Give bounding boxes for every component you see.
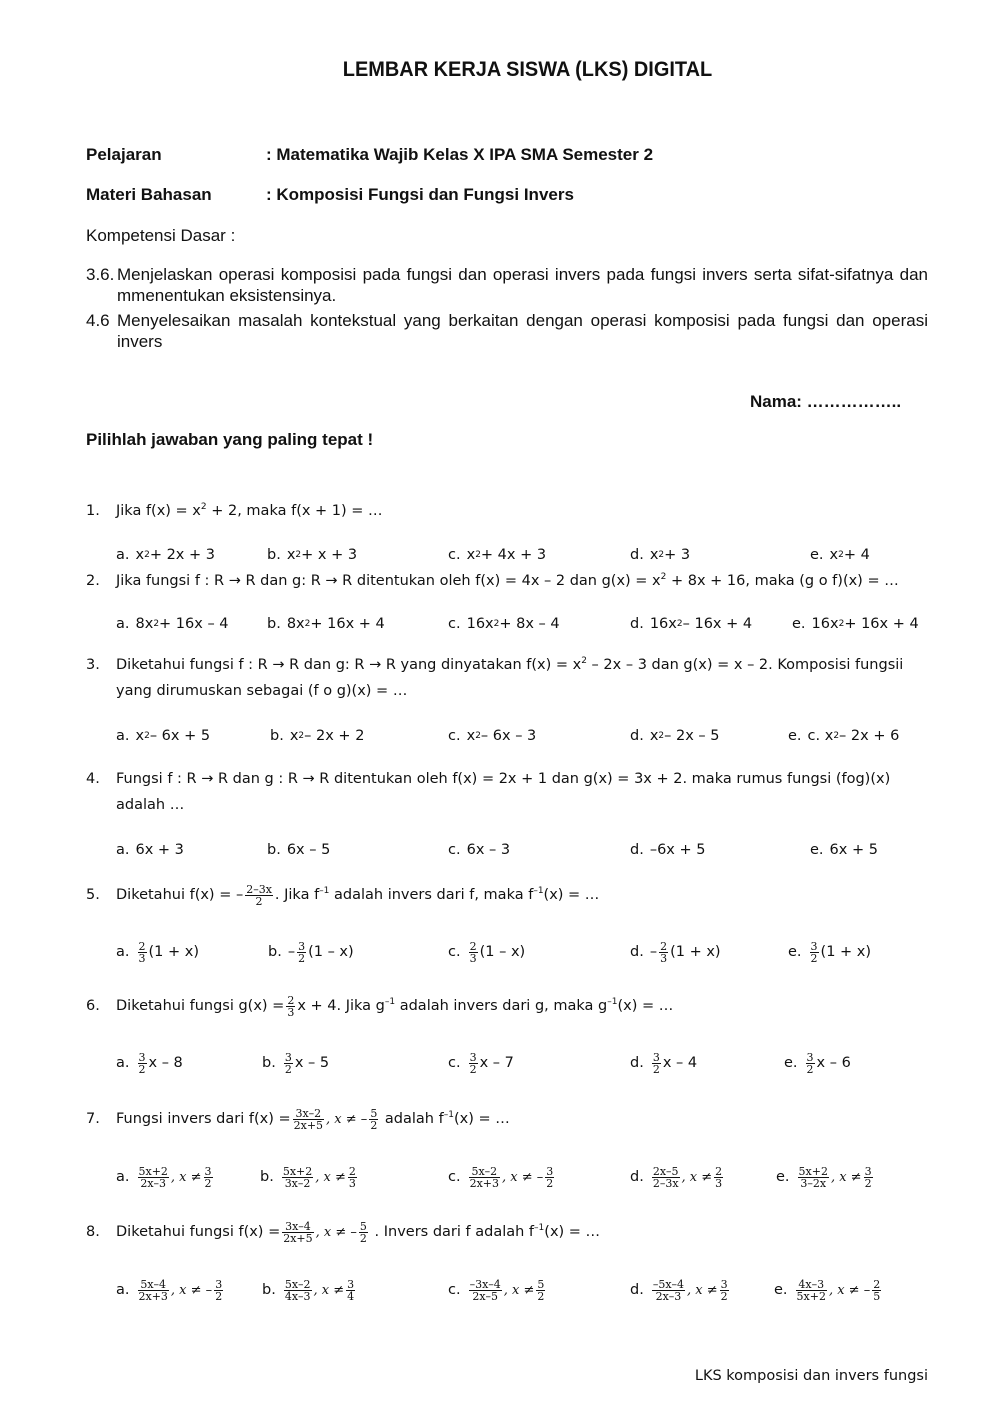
fraction-denominator: 2x–3 bbox=[655, 1289, 682, 1303]
option-text: 16x 2 + 16x + 4 bbox=[811, 616, 919, 632]
fraction-denominator: 2 bbox=[255, 894, 263, 908]
fraction bbox=[214, 1279, 223, 1302]
fraction-denominator: 5x+2 bbox=[796, 1289, 826, 1303]
superscript: –1 bbox=[607, 997, 618, 1007]
fraction-numerator: 3 bbox=[652, 1050, 660, 1064]
fraction bbox=[469, 1166, 500, 1189]
fraction-numerator: 5x+2 bbox=[798, 1164, 828, 1178]
option-row bbox=[116, 1162, 936, 1188]
option-text: –6x + 5 bbox=[649, 842, 706, 858]
answer-option[interactable] bbox=[448, 835, 510, 865]
math-condition: , x ≠ bbox=[830, 1169, 862, 1185]
math-condition: , x ≠ bbox=[503, 1282, 535, 1298]
question-text: Diketahui fungsi f(x) = $\frac{3x-4}{2x+5}$ , x ≠ – $\frac{5}{2}$ . Invers dari f adalah $f^{-1}(x)$ = … bbox=[116, 1219, 601, 1245]
fraction bbox=[282, 1166, 313, 1189]
answer-option[interactable] bbox=[116, 937, 199, 967]
option-letter: d. bbox=[630, 1282, 644, 1298]
fraction bbox=[284, 1279, 312, 1302]
option-letter: b. bbox=[267, 842, 281, 858]
answer-option[interactable] bbox=[116, 1275, 225, 1305]
answer-option[interactable] bbox=[810, 540, 870, 570]
question-number: 6. bbox=[86, 998, 100, 1014]
fraction-numerator: 3 bbox=[138, 1050, 146, 1064]
superscript: –1 bbox=[533, 886, 544, 896]
option-text bbox=[794, 1279, 884, 1302]
fraction-numerator: 3 bbox=[298, 939, 306, 953]
option-letter: d. bbox=[630, 1055, 644, 1071]
math-condition: , x ≠ bbox=[681, 1169, 713, 1185]
info-value: : Komposisi Fungsi dan Fungsi Invers bbox=[266, 185, 574, 204]
answer-option[interactable] bbox=[116, 721, 210, 751]
option-letter: a. bbox=[116, 547, 130, 563]
answer-option[interactable] bbox=[630, 609, 752, 639]
answer-option[interactable] bbox=[260, 1162, 359, 1192]
option-letter: d. bbox=[630, 728, 644, 744]
option-letter: b. bbox=[267, 547, 281, 563]
superscript: 2 bbox=[581, 656, 587, 666]
math-condition: , x ≠ – bbox=[315, 1225, 357, 1240]
option-letter: a. bbox=[116, 944, 130, 960]
fraction-numerator: 5x–2 bbox=[469, 1166, 500, 1178]
math-condition: , x ≠ – bbox=[828, 1282, 871, 1298]
option-text bbox=[282, 1279, 357, 1302]
fraction-numerator: 5x+2 bbox=[282, 1164, 313, 1178]
fraction bbox=[536, 1279, 545, 1302]
math-condition: , x ≠ bbox=[687, 1282, 718, 1298]
fraction-numerator: 5x+2 bbox=[138, 1164, 168, 1178]
question bbox=[86, 652, 936, 704]
fraction-denominator: 2 bbox=[284, 1062, 292, 1076]
question bbox=[86, 498, 936, 524]
option-letter: c. bbox=[448, 728, 461, 744]
option-letter: a. bbox=[116, 1169, 130, 1185]
option-letter: b. bbox=[268, 944, 282, 960]
option-text: 6x + 5 bbox=[829, 842, 878, 858]
option-letter: a. bbox=[116, 1055, 130, 1071]
fraction-denominator: 2 bbox=[810, 951, 818, 965]
fraction-denominator: 2x+5 bbox=[283, 1231, 313, 1245]
option-text bbox=[136, 1279, 226, 1302]
fraction bbox=[348, 1166, 357, 1189]
answer-option[interactable] bbox=[448, 1048, 514, 1078]
fraction-denominator: 2 bbox=[652, 1062, 660, 1076]
answer-option[interactable] bbox=[788, 937, 871, 967]
fraction-numerator: 3 bbox=[810, 939, 818, 953]
superscript: –1 bbox=[384, 997, 396, 1007]
question-text: Fungsi invers dari f(x) = $\frac{3x-2}{2x+5}$ , x ≠ – $\frac{5}{2}$ adalah $f^{-1}(x)$ = … bbox=[116, 1106, 510, 1132]
fraction bbox=[284, 1052, 293, 1075]
option-text: x 2 + 4x + 3 bbox=[466, 547, 547, 563]
question bbox=[86, 993, 936, 1019]
footer-text: LKS komposisi dan invers fungsi bbox=[694, 1368, 928, 1384]
kompetensi-number: 3.6. bbox=[86, 265, 115, 284]
fraction bbox=[245, 884, 273, 907]
answer-option[interactable] bbox=[810, 835, 878, 865]
question bbox=[86, 1106, 936, 1133]
fraction-denominator: 2 bbox=[359, 1231, 367, 1245]
fraction bbox=[469, 1279, 502, 1302]
option-text: $\frac{3}{2}$ x – 8 bbox=[138, 1050, 183, 1076]
option-text: x 2 + 2x + 3 bbox=[135, 547, 215, 563]
question-number: 7. bbox=[86, 1111, 100, 1127]
answer-option[interactable] bbox=[262, 1048, 329, 1078]
answer-option[interactable] bbox=[267, 609, 385, 639]
question-text: Diketahui fungsi g(x) = $\frac{2}{3}$ x + 4. Jika $g^{-1}$ adalah invers dari g, maka $g^{-1}(x)$ = … bbox=[116, 993, 674, 1019]
kompetensi-label: Kompetensi Dasar : bbox=[86, 226, 236, 245]
kompetensi-text: Menyelesaikan masalah kontekstual yang berkaitan dengan operasi komposisi pada fungsi dan operasi invers bbox=[117, 311, 928, 351]
info-materi bbox=[86, 185, 574, 205]
question-text: Fungsi f : R → R dan g : R → R ditentukan oleh f(x) = 2x + 1 dan g(x) = 3x + 2. maka rumus fungsi (fοg)(x) adalah … bbox=[116, 771, 891, 813]
superscript: –1 bbox=[319, 886, 330, 896]
option-letter: a. bbox=[116, 616, 130, 632]
option-letter: e. bbox=[810, 842, 824, 858]
fraction-numerator: 3 bbox=[806, 1050, 814, 1064]
answer-option[interactable] bbox=[448, 1162, 556, 1192]
answer-option[interactable] bbox=[630, 835, 705, 865]
fraction-denominator: 2 bbox=[806, 1062, 814, 1076]
answer-option[interactable] bbox=[630, 1275, 731, 1305]
question-text: Jika fungsi f : R → R dan g: R → R ditentukan oleh f(x) = 4x – 2 dan $g(x) = x^2 + 8x + 16$, maka (g ο f)(x) = … bbox=[116, 572, 899, 589]
option-row bbox=[116, 1048, 936, 1074]
answer-option[interactable] bbox=[116, 1162, 215, 1192]
question-text: Diketahui fungsi f : R → R dan g: R → R yang dinyatakan $f(x) = x^2 - 2x - 3$ dan g(x) = x – 2. Komposisi fungsii yang dirumuskan sebagai (f ο g)(x) = … bbox=[116, 656, 904, 699]
option-letter: b. bbox=[262, 1055, 276, 1071]
option-letter: b. bbox=[262, 1282, 276, 1298]
fraction bbox=[138, 941, 147, 964]
question-text: Jika $f(x) = x^2 + 2$, maka f(x + 1) = … bbox=[116, 502, 383, 519]
fraction-denominator: 2 bbox=[215, 1289, 223, 1303]
fraction-denominator: 3 bbox=[348, 1176, 356, 1190]
kompetensi-text: Menjelaskan operasi komposisi pada fungsi dan operasi invers pada fungsi invers serta sifat-sifatnya dan mmenentukan eksistensinya. bbox=[117, 265, 928, 305]
fraction-denominator: 3 bbox=[138, 951, 146, 965]
fraction-numerator: 3 bbox=[204, 1164, 212, 1178]
fraction-denominator: 2–3x bbox=[652, 1176, 679, 1190]
answer-option[interactable] bbox=[448, 1275, 547, 1305]
option-row bbox=[116, 609, 936, 635]
option-letter: a. bbox=[116, 1282, 130, 1298]
answer-option[interactable] bbox=[630, 540, 690, 570]
fraction-denominator: 2 bbox=[537, 1289, 545, 1303]
option-letter: c. bbox=[448, 616, 461, 632]
kompetensi-number: 4.6 bbox=[86, 311, 110, 330]
fraction-numerator: 5x–2 bbox=[284, 1277, 311, 1291]
option-text: 16x 2 + 8x – 4 bbox=[466, 616, 560, 632]
question bbox=[86, 882, 936, 908]
answer-option[interactable] bbox=[784, 1048, 851, 1078]
fraction-denominator: 3 bbox=[287, 1005, 295, 1019]
option-letter: c. bbox=[448, 1055, 461, 1071]
answer-option[interactable] bbox=[267, 540, 357, 570]
option-letter: e. bbox=[784, 1055, 798, 1071]
fraction-denominator: 2 bbox=[138, 1062, 146, 1076]
fraction-denominator: 5 bbox=[873, 1289, 881, 1303]
fraction bbox=[293, 1108, 324, 1131]
option-text: x 2 + 3 bbox=[649, 547, 691, 563]
fraction-denominator: 2 bbox=[298, 951, 306, 965]
option-text: x 2 – 2x + 2 bbox=[289, 728, 365, 744]
option-letter: e. bbox=[788, 944, 802, 960]
answer-option[interactable] bbox=[792, 609, 919, 639]
option-letter: c. bbox=[448, 842, 461, 858]
answer-option[interactable] bbox=[116, 1048, 183, 1078]
info-pelajaran bbox=[86, 145, 653, 165]
option-letter: e. bbox=[792, 616, 806, 632]
fraction-denominator: 2 bbox=[204, 1176, 212, 1190]
option-text: x 2 – 2x – 5 bbox=[649, 728, 720, 744]
fraction bbox=[297, 941, 306, 964]
fraction bbox=[359, 1221, 368, 1244]
option-letter: e. bbox=[810, 547, 824, 563]
option-text: 8x 2 + 16x – 4 bbox=[135, 616, 229, 632]
math-condition: , x ≠ – bbox=[170, 1282, 213, 1298]
option-text: x 2 – 6x + 5 bbox=[135, 728, 211, 744]
option-text: x 2 + 4 bbox=[829, 547, 870, 563]
option-text: 8x 2 + 16x + 4 bbox=[286, 616, 385, 632]
fraction-numerator: 2–3x bbox=[246, 882, 272, 896]
fraction-denominator: 2x–3 bbox=[140, 1176, 167, 1190]
option-row bbox=[116, 835, 936, 861]
superscript: 2 bbox=[660, 572, 667, 582]
fraction-numerator: 3x–2 bbox=[293, 1108, 324, 1120]
fraction bbox=[204, 1166, 213, 1189]
option-row bbox=[116, 540, 936, 566]
option-row bbox=[116, 937, 936, 963]
fraction-denominator: 2 bbox=[370, 1118, 378, 1132]
fraction-numerator: 3 bbox=[469, 1050, 477, 1064]
info-value: : Matematika Wajib Kelas X IPA SMA Semester 2 bbox=[266, 145, 654, 164]
fraction bbox=[369, 1108, 378, 1131]
question bbox=[86, 568, 936, 594]
answer-option[interactable] bbox=[267, 835, 330, 865]
option-text: 6x – 5 bbox=[286, 842, 331, 858]
option-letter: d. bbox=[630, 616, 644, 632]
fraction bbox=[286, 995, 295, 1018]
math-condition: , x ≠ bbox=[170, 1169, 202, 1185]
fraction bbox=[872, 1279, 881, 1302]
option-letter: b. bbox=[260, 1169, 274, 1185]
fraction-numerator: 2 bbox=[469, 939, 477, 953]
fraction bbox=[659, 941, 668, 964]
superscript: 2 bbox=[200, 502, 207, 512]
fraction-denominator: 3 bbox=[715, 1176, 723, 1190]
fraction bbox=[138, 1052, 147, 1075]
fraction bbox=[652, 1166, 680, 1189]
option-row bbox=[116, 1275, 936, 1301]
fraction-denominator: 3 bbox=[660, 951, 668, 965]
option-letter: a. bbox=[116, 842, 130, 858]
option-letter: d. bbox=[630, 547, 644, 563]
name-field[interactable]: Nama: …………….. bbox=[750, 392, 902, 411]
kompetensi-item bbox=[86, 264, 928, 306]
option-text: 16x 2 – 16x + 4 bbox=[649, 616, 753, 632]
fraction-numerator: 5 bbox=[359, 1219, 367, 1233]
fraction-denominator: 2x+5 bbox=[293, 1118, 324, 1132]
fraction-denominator: 2x+3 bbox=[138, 1289, 168, 1303]
answer-option[interactable] bbox=[270, 721, 364, 751]
fraction bbox=[346, 1279, 355, 1302]
option-text bbox=[650, 1166, 725, 1189]
fraction-numerator: 5x–4 bbox=[138, 1279, 169, 1291]
fraction bbox=[798, 1166, 829, 1189]
fraction-denominator: 3–2x bbox=[800, 1176, 827, 1190]
option-text bbox=[650, 1279, 731, 1302]
fraction-denominator: 4x–3 bbox=[284, 1289, 311, 1303]
fraction-denominator: 2 bbox=[469, 1062, 477, 1076]
option-text: $\frac{3}{2}$ x – 7 bbox=[469, 1050, 514, 1076]
kompetensi-item bbox=[86, 310, 928, 352]
fraction-numerator: 5 bbox=[537, 1277, 545, 1291]
fraction-numerator: 3 bbox=[864, 1164, 872, 1178]
fraction bbox=[545, 1166, 554, 1189]
option-letter: a. bbox=[116, 728, 130, 744]
fraction-denominator: 2x+3 bbox=[469, 1176, 500, 1190]
fraction-numerator: 2 bbox=[138, 939, 146, 953]
option-text bbox=[136, 1166, 215, 1189]
option-letter: b. bbox=[267, 616, 281, 632]
answer-option[interactable] bbox=[448, 540, 546, 570]
fraction-numerator: 3x–4 bbox=[282, 1221, 313, 1233]
math-condition: , x ≠ bbox=[313, 1282, 345, 1298]
option-text bbox=[467, 1166, 557, 1189]
math-condition: , x ≠ bbox=[315, 1169, 346, 1185]
fraction-denominator: 2 bbox=[720, 1289, 728, 1303]
option-letter: b. bbox=[270, 728, 284, 744]
answer-option[interactable] bbox=[268, 937, 354, 967]
fraction-numerator: 3 bbox=[546, 1164, 554, 1178]
fraction-denominator: 2x–5 bbox=[472, 1289, 499, 1303]
superscript: –1 bbox=[443, 1110, 454, 1120]
question-number: 4. bbox=[86, 771, 100, 787]
answer-option[interactable] bbox=[630, 1048, 697, 1078]
option-letter: e. bbox=[788, 728, 802, 744]
option-text: c. x 2 – 2x + 6 bbox=[807, 728, 900, 744]
fraction bbox=[469, 1052, 478, 1075]
question-number: 2. bbox=[86, 573, 100, 589]
fraction-numerator: 2 bbox=[287, 993, 295, 1007]
answer-option[interactable] bbox=[116, 540, 215, 570]
question-text: Diketahui f(x) = – $\frac{2-3x}{2}$ . Jika $f^{-1}$ adalah invers dari f, maka $f^{-1}(x)$ = … bbox=[116, 882, 600, 908]
fraction-numerator: 3 bbox=[284, 1050, 292, 1064]
option-text bbox=[280, 1166, 359, 1189]
fraction-denominator: 2 bbox=[864, 1176, 872, 1190]
page-title: LEMBAR KERJA SISWA (LKS) DIGITAL bbox=[342, 58, 713, 81]
fraction-denominator: 4 bbox=[347, 1289, 355, 1303]
answer-option[interactable] bbox=[448, 609, 560, 639]
answer-option[interactable] bbox=[788, 721, 899, 751]
option-row bbox=[116, 721, 936, 747]
option-letter: d. bbox=[630, 842, 644, 858]
fraction bbox=[810, 941, 819, 964]
option-text bbox=[467, 1279, 548, 1302]
answer-option[interactable] bbox=[774, 1275, 883, 1305]
fraction-numerator: –3x–4 bbox=[469, 1277, 501, 1291]
fraction bbox=[652, 1279, 685, 1302]
option-text: $\frac{3}{2}$ (1 + x) bbox=[810, 939, 872, 965]
option-letter: c. bbox=[448, 1169, 461, 1185]
question-number: 8. bbox=[86, 1224, 100, 1240]
answer-option[interactable] bbox=[262, 1275, 357, 1305]
fraction-numerator: 4x–3 bbox=[796, 1279, 827, 1291]
fraction-numerator: 2 bbox=[660, 939, 668, 953]
fraction-numerator: 2 bbox=[715, 1164, 723, 1178]
fraction-numerator: 2 bbox=[348, 1164, 356, 1178]
fraction bbox=[714, 1166, 723, 1189]
answer-option[interactable] bbox=[448, 721, 536, 751]
option-letter: e. bbox=[776, 1169, 790, 1185]
fraction-numerator: 3 bbox=[347, 1277, 355, 1291]
answer-option[interactable] bbox=[116, 609, 229, 639]
option-text: $\frac{3}{2}$ x – 5 bbox=[284, 1050, 330, 1076]
fraction bbox=[806, 1052, 815, 1075]
answer-option[interactable] bbox=[448, 937, 525, 967]
fraction-numerator: 3 bbox=[215, 1277, 223, 1291]
answer-option[interactable] bbox=[630, 937, 721, 967]
fraction bbox=[282, 1221, 313, 1244]
option-text: $\frac{3}{2}$ x – 4 bbox=[652, 1050, 698, 1076]
option-letter: d. bbox=[630, 1169, 644, 1185]
option-text: x 2 + x + 3 bbox=[286, 547, 358, 563]
fraction-denominator: 3x–2 bbox=[284, 1176, 311, 1190]
answer-option[interactable] bbox=[116, 835, 184, 865]
info-label: Materi Bahasan bbox=[86, 185, 212, 204]
option-letter: c. bbox=[448, 547, 461, 563]
option-text: $\frac{3}{2}$ x – 6 bbox=[806, 1050, 851, 1076]
option-letter: c. bbox=[448, 944, 461, 960]
question-number: 1. bbox=[86, 503, 100, 519]
question bbox=[86, 1219, 936, 1246]
fraction-denominator: 2 bbox=[546, 1176, 554, 1190]
question-number: 3. bbox=[86, 657, 100, 673]
fraction-numerator: 3 bbox=[720, 1277, 728, 1291]
math-condition: , x ≠ – bbox=[502, 1169, 544, 1185]
fraction-numerator: –5x–4 bbox=[652, 1277, 685, 1291]
fraction bbox=[796, 1279, 827, 1302]
option-letter: c. bbox=[448, 1282, 461, 1298]
fraction bbox=[720, 1279, 729, 1302]
option-letter: e. bbox=[774, 1282, 788, 1298]
info-label: Pelajaran bbox=[86, 145, 162, 164]
option-letter: d. bbox=[630, 944, 644, 960]
fraction-denominator: 3 bbox=[469, 951, 477, 965]
answer-option[interactable] bbox=[630, 1162, 725, 1192]
superscript: –1 bbox=[534, 1223, 545, 1233]
instruction: Pilihlah jawaban yang paling tepat ! bbox=[86, 430, 374, 449]
option-text: 6x + 3 bbox=[135, 842, 184, 858]
option-text: – $\frac{2}{3}$ (1 + x) bbox=[649, 939, 721, 965]
fraction bbox=[864, 1166, 873, 1189]
math-condition: , x ≠ – bbox=[326, 1112, 368, 1127]
question bbox=[86, 766, 936, 818]
option-text: x 2 – 6x – 3 bbox=[466, 728, 537, 744]
option-text bbox=[796, 1166, 875, 1189]
option-text: $\frac{2}{3}$ (1 + x) bbox=[138, 939, 199, 965]
fraction-numerator: 2x–5 bbox=[652, 1164, 679, 1178]
question-number: 5. bbox=[86, 887, 100, 903]
fraction bbox=[652, 1052, 661, 1075]
fraction bbox=[469, 941, 478, 964]
fraction-numerator: 2 bbox=[873, 1277, 881, 1291]
option-text: 6x – 3 bbox=[466, 842, 511, 858]
fraction-numerator: 5 bbox=[370, 1106, 378, 1120]
fraction bbox=[138, 1279, 169, 1302]
option-text: – $\frac{3}{2}$ (1 – x) bbox=[287, 939, 354, 965]
fraction bbox=[138, 1166, 169, 1189]
option-text: $\frac{2}{3}$ (1 – x) bbox=[469, 939, 526, 965]
answer-option[interactable] bbox=[776, 1162, 875, 1192]
answer-option[interactable] bbox=[630, 721, 720, 751]
